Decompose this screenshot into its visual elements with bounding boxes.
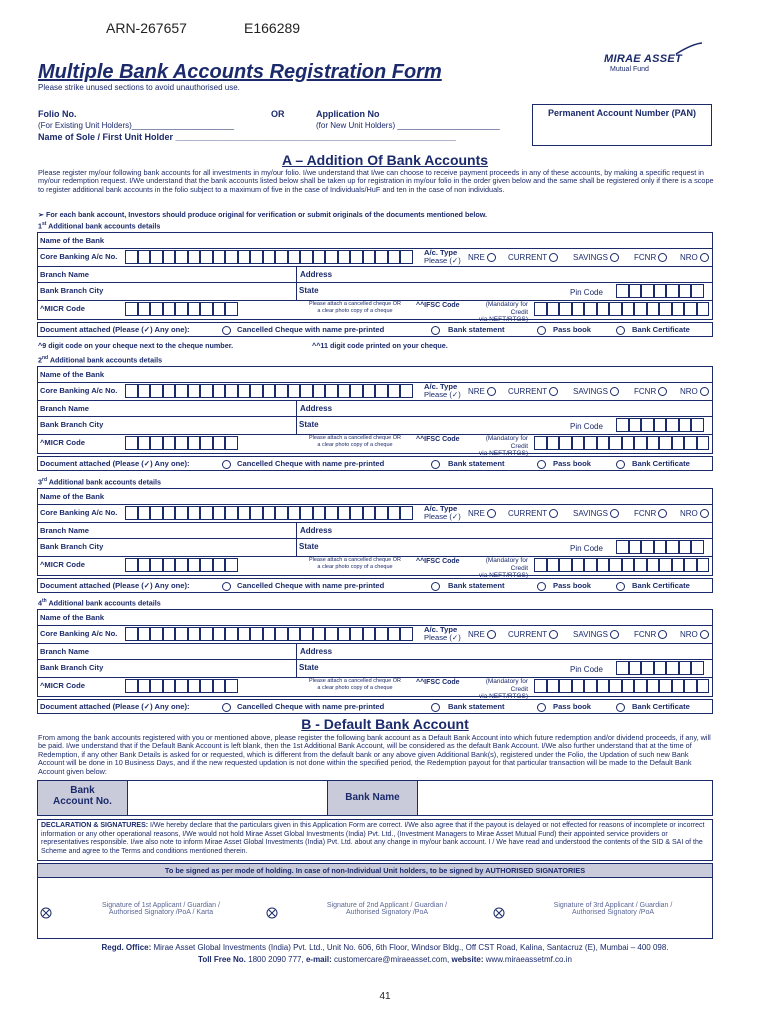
bank-statement-label: Bank statement [448, 581, 505, 590]
page-title: Multiple Bank Accounts Registration Form [38, 61, 442, 83]
branch-name-label: Branch Name [40, 404, 89, 413]
section-b-paragraph: From among the bank accounts registered with you or mentioned above, please register the following bank account as a Default Bank Account into which future redemption and/or dividend proceeds, if any, will be paid. I/we understand that if the Default Bank Account is left blank, then the 1st Additional Bank Account, will be considered as the default Bank Account. I/We also further understand that at the time of Redemption, if any other Bank Details is asked for or requested, which is different from the default bank or any above given Additional Bank(s), registered under the Folio, the Updation of such new Bank Account will be done in 10 Business Days, and if the new requested updation is not done within the specified period, the Redemption payout for that particular transaction will be made to the Default Bank Account given below: [38, 733, 711, 776]
declaration-title: DECLARATION & SIGNATURES: [41, 822, 149, 829]
web-label: website: [451, 955, 484, 964]
core-banking-row [38, 249, 712, 267]
declaration-text: I/We hereby declare that the particulars given in this Application Form are correct. I/We also agree that if the payout is delayed or not effected for reasons of incomplete or incorrect information or any other operational reasons, I/We would not hold Mirae Asset Global Investments (India) Pvt. Ltd., (Investment Managers to Mirae Asset Mutual Fund) their appointed service providers or representatives responsible. I/we also note to inform Mirae Asset Global Investments (India) Pvt. Ltd. about any change in my/our bank account. I / We have read and understood the contents of the SID & SAI of the Scheme and agree to the Terms and conditions mentioned therein. [41, 822, 705, 855]
pin-code-input[interactable] [616, 540, 704, 554]
please-tick-label: Please (✓) [424, 256, 461, 265]
address-label: Address [300, 647, 333, 656]
cancelled-cheque-radio[interactable] [222, 460, 231, 469]
bank-statement-label: Bank statement [448, 325, 505, 334]
toll-text: 1800 2090 777, [245, 955, 306, 964]
pin-code-input[interactable] [616, 284, 704, 298]
section-a-title: A – Addition Of Bank Accounts [281, 152, 489, 168]
cancelled-cheque-radio[interactable] [222, 582, 231, 591]
current-label: CURRENT [508, 509, 547, 518]
signature-2-line2: Authorised Signatory /PoA [345, 909, 429, 916]
state-label: State [299, 420, 319, 429]
branch-row [38, 523, 712, 539]
pin-code-label: Pin Code [570, 544, 603, 553]
or-label: OR [271, 109, 285, 119]
doc-attached-label: Document attached (Please (✓) Any one): [40, 702, 190, 711]
signature-1-line1: Signature of 1st Applicant / Guardian / [102, 902, 220, 909]
ac-type-label: A/c. Type [424, 382, 458, 391]
cheque-note-2-label: a clear photo copy of a cheque [317, 564, 393, 570]
bank-branch-city-label: Bank Branch City [40, 663, 104, 672]
folio-label: Folio No. [38, 109, 77, 119]
bank-account-block [37, 488, 713, 579]
ifsc-note-1-label: (Mandatory for Credit [485, 678, 528, 693]
account-1-heading: 1st Additional bank accounts details [38, 221, 161, 231]
name-of-bank-label: Name of the Bank [40, 370, 105, 379]
regd-text: Mirae Asset Global Investments (India) Pvt. Ltd., Unit No. 606, 6th Floor, Windsor Bldg., Off CST Road, Kalina, Santacruz (E), Mumbai – 400 098. [151, 943, 669, 952]
state-label: State [299, 286, 319, 295]
nro-radio[interactable] [700, 509, 709, 518]
bank-certificate-radio[interactable] [616, 703, 625, 712]
logo-subtitle: Mutual Fund [610, 66, 649, 73]
regd-office [0, 943, 770, 952]
bank-account-block [37, 609, 713, 700]
bank-name-row[interactable] [38, 489, 712, 505]
name-of-bank-label: Name of the Bank [40, 613, 105, 622]
folio-field[interactable]: (For Existing Unit Holders)_______________________ [38, 121, 235, 130]
signature-3-line2: Authorised Signatory /PoA [571, 909, 655, 916]
bank-statement-label: Bank statement [448, 702, 505, 711]
email-text[interactable]: customercare@miraeasset.com, [331, 955, 452, 964]
core-banking-label: Core Banking A/c No. [40, 252, 118, 261]
bank-certificate-radio[interactable] [616, 326, 625, 335]
bank-certificate-label: Bank Certificate [632, 581, 690, 590]
micr-row [38, 301, 712, 323]
bank-certificate-label: Bank Certificate [632, 459, 690, 468]
sign-3-marker-icon [493, 906, 507, 920]
ifsc-note-1-label: (Mandatory for Credit [485, 557, 528, 572]
section-a-paragraph: Please register my/our following bank accounts for all investments in my/our folio. I/we understand that I/we can choose to receive payment proceeds in any of these accounts, by making a specific request in my/our redemption request. I/We understand that the bank accounts listed below shall be taken up for registration in my/our folio in the order given below and the same shall be registered only if there is a scope to register additional bank accounts in the folio subject to a maximum of five in the case of Individuals/HuF and ten in the case of non individuals. [38, 168, 714, 194]
ifsc-note-1-label: (Mandatory for Credit [485, 301, 528, 316]
toll-label: Toll Free No. [198, 955, 246, 964]
core-banking-row [38, 626, 712, 644]
web-text[interactable]: www.miraeassetmf.co.in [483, 955, 572, 964]
pass-book-radio[interactable] [537, 460, 546, 469]
page-subtitle: Please strike unused sections to avoid unauthorised use. [38, 83, 240, 92]
bank-branch-city-label: Bank Branch City [40, 542, 104, 551]
account-2-heading: 2nd Additional bank accounts details [38, 355, 163, 365]
nro-radio[interactable] [700, 630, 709, 639]
bank-statement-radio[interactable] [431, 460, 440, 469]
branch-name-label: Branch Name [40, 526, 89, 535]
bank-account-no-input[interactable] [128, 781, 328, 815]
micr-label: ^MICR Code [40, 560, 85, 569]
signature-2-line1: Signature of 2nd Applicant / Guardian / [326, 902, 448, 909]
cancelled-cheque-label: Cancelled Cheque with name pre-printed [237, 459, 385, 468]
micr-footnote: ^9 digit code on your cheque next to the cheque number. [38, 341, 234, 350]
savings-label: SAVINGS [573, 509, 608, 518]
nre-radio[interactable] [487, 387, 496, 396]
bank-account-no-line1: Bank [70, 785, 95, 796]
ifsc-input[interactable] [534, 436, 709, 450]
pass-book-label: Pass book [553, 325, 591, 334]
pass-book-label: Pass book [553, 702, 591, 711]
nro-radio[interactable] [700, 253, 709, 262]
bank-name-row[interactable] [38, 233, 712, 249]
cheque-note-1-label: Please attach a cancelled cheque OR [308, 435, 402, 441]
bank-statement-radio[interactable] [431, 582, 440, 591]
savings-radio[interactable] [610, 509, 619, 518]
cancelled-cheque-radio[interactable] [222, 703, 231, 712]
bank-name-label: Bank Name [345, 792, 400, 803]
nro-label: NRO [680, 630, 698, 639]
ifsc-label: ^^IFSC Code [416, 436, 460, 443]
fcnr-label: FCNR [634, 253, 657, 262]
bank-certificate-label: Bank Certificate [632, 702, 690, 711]
fcnr-label: FCNR [634, 387, 657, 396]
micr-row [38, 678, 712, 700]
city-row [38, 660, 712, 678]
fcnr-radio[interactable] [658, 630, 667, 639]
pass-book-label: Pass book [553, 459, 591, 468]
sign-2-marker-icon [266, 906, 280, 920]
address-label: Address [300, 526, 333, 535]
ifsc-note-1-label: (Mandatory for Credit [485, 435, 528, 450]
core-banking-input[interactable] [125, 250, 413, 264]
holder-name-field[interactable]: Name of Sole / First Unit Holder ________________________________________________________ [38, 132, 456, 142]
bank-certificate-radio[interactable] [616, 582, 625, 591]
name-of-bank-label: Name of the Bank [40, 236, 105, 245]
cancelled-cheque-label: Cancelled Cheque with name pre-printed [237, 325, 385, 334]
ifsc-note-2-label: via NEFT/RTGS) [479, 572, 528, 579]
state-label: State [299, 663, 319, 672]
contact-line [0, 955, 770, 964]
bank-name-input[interactable] [418, 781, 712, 815]
ifsc-note-2-label: via NEFT/RTGS) [479, 693, 528, 700]
bank-account-no-header [38, 781, 128, 815]
savings-radio[interactable] [610, 253, 619, 262]
savings-label: SAVINGS [573, 630, 608, 639]
fcnr-radio[interactable] [658, 253, 667, 262]
pin-code-input[interactable] [616, 661, 704, 675]
micr-input[interactable] [125, 558, 238, 572]
signature-1-line2: Authorised Signatory /PoA / Karta [108, 909, 214, 916]
pass-book-radio[interactable] [537, 326, 546, 335]
pass-book-label: Pass book [553, 581, 591, 590]
ac-type-label: A/c. Type [424, 625, 458, 634]
branch-name-label: Branch Name [40, 647, 89, 656]
bank-statement-label: Bank statement [448, 459, 505, 468]
bank-account-block [37, 366, 713, 457]
micr-input[interactable] [125, 436, 238, 450]
nre-radio[interactable] [487, 630, 496, 639]
city-row [38, 417, 712, 435]
address-label: Address [300, 404, 333, 413]
ifsc-note-2-label: via NEFT/RTGS) [479, 316, 528, 323]
core-banking-input[interactable] [125, 384, 413, 398]
bank-branch-city-label: Bank Branch City [40, 286, 104, 295]
bank-account-no-line2: Account No. [53, 796, 112, 807]
cancelled-cheque-radio[interactable] [222, 326, 231, 335]
ifsc-input[interactable] [534, 558, 709, 572]
nro-label: NRO [680, 253, 698, 262]
section-b-title: B - Default Bank Account [301, 716, 469, 732]
micr-row [38, 557, 712, 579]
cheque-note-1-label: Please attach a cancelled cheque OR [308, 557, 402, 563]
default-bank-table [37, 780, 713, 816]
cancelled-cheque-label: Cancelled Cheque with name pre-printed [237, 702, 385, 711]
account-4-heading: 4th Additional bank accounts details [38, 598, 161, 608]
ifsc-input[interactable] [534, 302, 709, 316]
please-tick-label: Please (✓) [424, 633, 461, 642]
current-radio[interactable] [549, 509, 558, 518]
bank-name-row[interactable] [38, 610, 712, 626]
ac-type-label: A/c. Type [424, 248, 458, 257]
bank-branch-city-label: Bank Branch City [40, 420, 104, 429]
cheque-note-2-label: a clear photo copy of a cheque [317, 308, 393, 314]
email-label: e-mail: [305, 955, 332, 964]
nre-radio[interactable] [487, 509, 496, 518]
micr-label: ^MICR Code [40, 681, 85, 690]
core-banking-input[interactable] [125, 506, 413, 520]
pass-book-radio[interactable] [537, 582, 546, 591]
cheque-note-2-label: a clear photo copy of a cheque [317, 685, 393, 691]
branch-row [38, 401, 712, 417]
micr-label: ^MICR Code [40, 438, 85, 447]
signature-area [37, 863, 713, 939]
pass-book-radio[interactable] [537, 703, 546, 712]
nre-label: NRE [468, 630, 485, 639]
document-attached-row [37, 456, 713, 471]
current-label: CURRENT [508, 253, 547, 262]
bank-statement-radio[interactable] [431, 326, 440, 335]
nre-label: NRE [468, 387, 485, 396]
doc-attached-label: Document attached (Please (✓) Any one): [40, 325, 190, 334]
signature-3[interactable] [518, 902, 708, 916]
name-of-bank-label: Name of the Bank [40, 492, 105, 501]
bank-name-header [328, 781, 418, 815]
fcnr-label: FCNR [634, 509, 657, 518]
pin-code-input[interactable] [616, 418, 704, 432]
branch-row [38, 267, 712, 283]
branch-row [38, 644, 712, 660]
bank-account-block [37, 232, 713, 323]
core-banking-row [38, 383, 712, 401]
bank-statement-radio[interactable] [431, 703, 440, 712]
cheque-note-1-label: Please attach a cancelled cheque OR [308, 301, 402, 307]
core-banking-row [38, 505, 712, 523]
bank-name-row[interactable] [38, 367, 712, 383]
nro-label: NRO [680, 509, 698, 518]
micr-row [38, 435, 712, 457]
state-label: State [299, 542, 319, 551]
cancelled-cheque-label: Cancelled Cheque with name pre-printed [237, 581, 385, 590]
core-banking-label: Core Banking A/c No. [40, 508, 118, 517]
ifsc-label: ^^IFSC Code [416, 302, 460, 309]
core-banking-label: Core Banking A/c No. [40, 629, 118, 638]
section-a-bullet: ➢ For each bank account, Investors should produce original for verification or submit originals of the documents mentioned below. [38, 210, 488, 219]
sign-1-marker-icon [40, 906, 54, 920]
signature-3-line1: Signature of 3rd Applicant / Guardian / [553, 902, 673, 909]
document-attached-row [37, 322, 713, 337]
current-radio[interactable] [549, 630, 558, 639]
pan-box[interactable] [532, 104, 712, 146]
core-banking-label: Core Banking A/c No. [40, 386, 118, 395]
cheque-note-1-label: Please attach a cancelled cheque OR [308, 678, 402, 684]
ifsc-footnote: ^^11 digit code printed on your cheque. [312, 341, 448, 350]
pan-label: Permanent Account Number (PAN) [547, 108, 697, 118]
nre-label: NRE [468, 253, 485, 262]
current-radio[interactable] [549, 387, 558, 396]
pin-code-label: Pin Code [570, 288, 603, 297]
fcnr-radio[interactable] [658, 509, 667, 518]
application-field[interactable]: (for New Unit Holders) _______________________ [316, 121, 500, 130]
city-row [38, 283, 712, 301]
document-attached-row [37, 578, 713, 593]
ifsc-input[interactable] [534, 679, 709, 693]
current-label: CURRENT [508, 630, 547, 639]
pin-code-label: Pin Code [570, 422, 603, 431]
pin-code-label: Pin Code [570, 665, 603, 674]
declaration-box [37, 819, 713, 861]
arn-code: ARN-267657 [106, 20, 187, 36]
savings-radio[interactable] [610, 387, 619, 396]
micr-label: ^MICR Code [40, 304, 85, 313]
please-tick-label: Please (✓) [424, 390, 461, 399]
cheque-note-2-label: a clear photo copy of a cheque [317, 442, 393, 448]
savings-label: SAVINGS [573, 387, 608, 396]
application-label: Application No [316, 109, 380, 119]
micr-input[interactable] [125, 679, 238, 693]
savings-label: SAVINGS [573, 253, 608, 262]
signature-1[interactable] [66, 902, 256, 916]
account-3-heading: 3rd Additional bank accounts details [38, 477, 161, 487]
nro-label: NRO [680, 387, 698, 396]
page-number: 41 [379, 991, 391, 1002]
nre-radio[interactable] [487, 253, 496, 262]
savings-radio[interactable] [610, 630, 619, 639]
please-tick-label: Please (✓) [424, 512, 461, 521]
address-label: Address [300, 270, 333, 279]
signature-2[interactable] [292, 902, 482, 916]
core-banking-input[interactable] [125, 627, 413, 641]
doc-attached-label: Document attached (Please (✓) Any one): [40, 459, 190, 468]
bank-certificate-radio[interactable] [616, 460, 625, 469]
nre-label: NRE [468, 509, 485, 518]
document-attached-row [37, 699, 713, 714]
current-radio[interactable] [549, 253, 558, 262]
micr-input[interactable] [125, 302, 238, 316]
fcnr-radio[interactable] [658, 387, 667, 396]
logo: MIRAE ASSET [604, 53, 683, 65]
regd-label: Regd. Office: [101, 943, 152, 952]
current-label: CURRENT [508, 387, 547, 396]
ifsc-label: ^^IFSC Code [416, 679, 460, 686]
nro-radio[interactable] [700, 387, 709, 396]
fcnr-label: FCNR [634, 630, 657, 639]
ac-type-label: A/c. Type [424, 504, 458, 513]
bank-certificate-label: Bank Certificate [632, 325, 690, 334]
ifsc-note-2-label: via NEFT/RTGS) [479, 450, 528, 457]
city-row [38, 539, 712, 557]
ifsc-label: ^^IFSC Code [416, 558, 460, 565]
euin-code: E166289 [244, 20, 301, 36]
doc-attached-label: Document attached (Please (✓) Any one): [40, 581, 190, 590]
branch-name-label: Branch Name [40, 270, 89, 279]
sign-note: To be signed as per mode of holding. In case of non-Individual Unit holders, to be signed by AUTHORISED SIGNATORIES [38, 864, 712, 878]
